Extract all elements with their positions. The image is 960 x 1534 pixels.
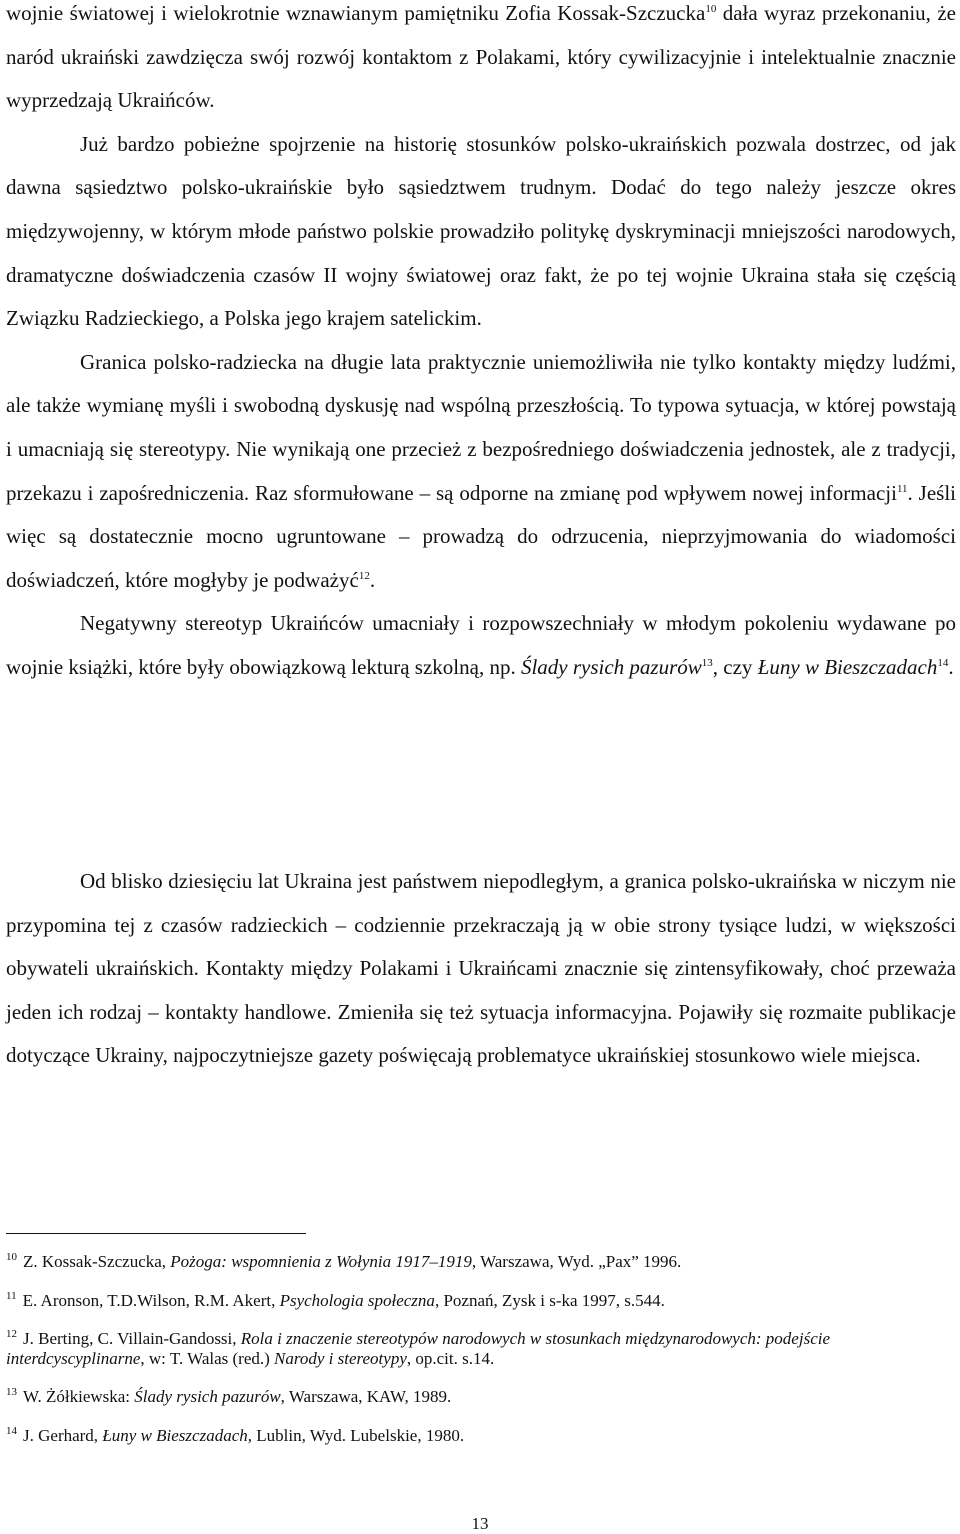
footnote-number: 11 <box>6 1289 17 1302</box>
paragraph-text: wojnie światowej i wielokrotnie wznawianym pamiętniku Zofia Kossak-Szczucka <box>6 1 706 25</box>
footnote-ref-14[interactable]: 14 <box>937 656 949 669</box>
paragraph-5: Od blisko dziesięciu lat Ukraina jest państwem niepodległym, a granica polsko-ukraińska w niczym nie przypomina tej z czasów radzieckich – codziennie przekraczają ją w obie strony tysiące ludzi, w większości obywateli ukraińskich. Kontakty między Polakami i Ukraińcami znacznie się zintensyfikowały, choć przeważa jeden ich rodzaj – kontakty handlowe. Zmieniła się też sytuacja informacyjna. Pojawiły się rozmaite publikacje dotyczące Ukrainy, najpoczytniejsze gazety poświęcają problematyce ukraińskiej stosunkowo wiele miejsca. <box>6 869 956 1068</box>
book-title: Ślady rysich pazurów <box>520 654 702 679</box>
paragraph-2: Już bardzo pobieżne spojrzenie na historię stosunków polsko-ukraińskich pozwala dostrzec, od jak dawna sąsiedztwo polsko-ukraińskie było sąsiedztwem trudnym. Dodać do tego należy jeszcze okres międzywojenny, w którym młode państwo polskie prowadziło politykę dyskryminacji mniejszości narodowych, dramatyczne doświadczenia czasów II wojny światowej oraz fakt, że po tej wojnie Ukraina stała się częścią Związku Radzieckiego, a Polska jego krajem satelickim. <box>6 131 956 331</box>
footnote-ref-11[interactable]: 11 <box>896 482 908 495</box>
paragraph-text: , czy <box>712 654 758 679</box>
footnote-text: , Warszawa, KAW, 1989. <box>280 1387 452 1406</box>
paragraph-text: . <box>369 567 376 592</box>
footnote-title: Ślady rysich pazurów <box>134 1387 281 1406</box>
paragraph-text: . <box>948 654 954 679</box>
footnote-number: 13 <box>6 1386 17 1399</box>
footnote-text: , w: T. Walas (red.) <box>140 1348 275 1368</box>
footnote-text: J. Gerhard, <box>23 1425 103 1445</box>
footnote-title: Łuny w Bieszczadach <box>102 1425 248 1445</box>
footnote-title: Psychologia społeczna <box>279 1290 435 1310</box>
paragraph-text: dała wyraz przekonaniu, że naród ukraiński zawdzięcza swój rozwój kontaktom z Polakami, który cywilizacyjnie i intelektualnie znacznie wyprzedzają Ukraińców. <box>6 1 956 113</box>
footnote-number: 10 <box>6 1251 17 1264</box>
book-title: Łuny w Bieszczadach <box>757 654 938 679</box>
footnotes <box>6 1252 956 1464</box>
paragraph-text: . Jeśli więc są dostatecznie mocno ugruntowane – prowadzą do odrzucenia, nieprzyjmowania do wiadomości doświadczeń, które mogłyby je podważyć <box>6 480 956 592</box>
footnote-text: J. Berting, C. Villain-Gandossi, <box>23 1329 241 1348</box>
footnote-ref-12[interactable]: 12 <box>358 569 370 582</box>
footnote-title: Rola i znaczenie stereotypów narodowych w stosunkach międzynarodowych: podejście interdcyscyplinarne <box>6 1329 831 1368</box>
footnote-text: , op.cit. s.14. <box>406 1348 495 1368</box>
paragraph-4 <box>6 602 956 689</box>
footnote-text: , Poznań, Zysk i s-ka 1997, s.544. <box>434 1290 665 1310</box>
footnote-divider <box>6 1233 306 1234</box>
footnote-text: , Warszawa, Wyd. „Pax” 1996. <box>471 1252 682 1271</box>
footnote-number: 14 <box>6 1424 17 1437</box>
footnote-title: Pożoga: wspomnienia z Wołynia 1917–1919 <box>170 1252 472 1271</box>
footnote-title: Narody i stereotypy <box>274 1348 407 1368</box>
paragraph-text: Negatywny stereotyp Ukraińców umacniały i rozpowszechniały w młodym pokoleniu wydawane po wojnie książki, które były obowiązkową lekturą szkolną, np. <box>6 611 956 679</box>
footnote-ref-10[interactable]: 10 <box>705 3 717 15</box>
main-text-section-2 <box>6 860 956 1078</box>
footnote-text: W. Żółkiewska: <box>23 1387 135 1406</box>
footnote-11 <box>6 1291 956 1311</box>
footnote-text: E. Aronson, T.D.Wilson, R.M. Akert, <box>22 1290 280 1310</box>
footnote-14 <box>6 1426 956 1446</box>
paragraph-text: Granica polsko-radziecka na długie lata praktycznie uniemożliwiła nie tylko kontakty między ludźmi, ale także wymianę myśli i swobodną dyskusję nad wspólną przeszłością. To typowa sytuacja, w której powstają i umacniają się stereotypy. Nie wynikają one przecież z bezpośredniego doświadczenia jednostek, ale z tradycji, przekazu i zapośredniczenia. Raz sformułowane – są odporne na zmianę pod wpływem nowej informacji <box>6 349 956 505</box>
footnote-number: 12 <box>6 1328 17 1341</box>
page-number: 13 <box>471 1514 489 1533</box>
footnote-12 <box>6 1329 956 1368</box>
footnote-text: , Lublin, Wyd. Lubelskie, 1980. <box>247 1425 465 1445</box>
main-text-section <box>6 0 956 690</box>
footnote-text: Z. Kossak-Szczucka, <box>23 1252 171 1271</box>
paragraph-1 <box>6 0 956 123</box>
footnote-10 <box>6 1252 956 1272</box>
paragraph-3 <box>6 341 956 603</box>
footnote-ref-13[interactable]: 13 <box>701 656 713 669</box>
footnote-13 <box>6 1387 956 1407</box>
